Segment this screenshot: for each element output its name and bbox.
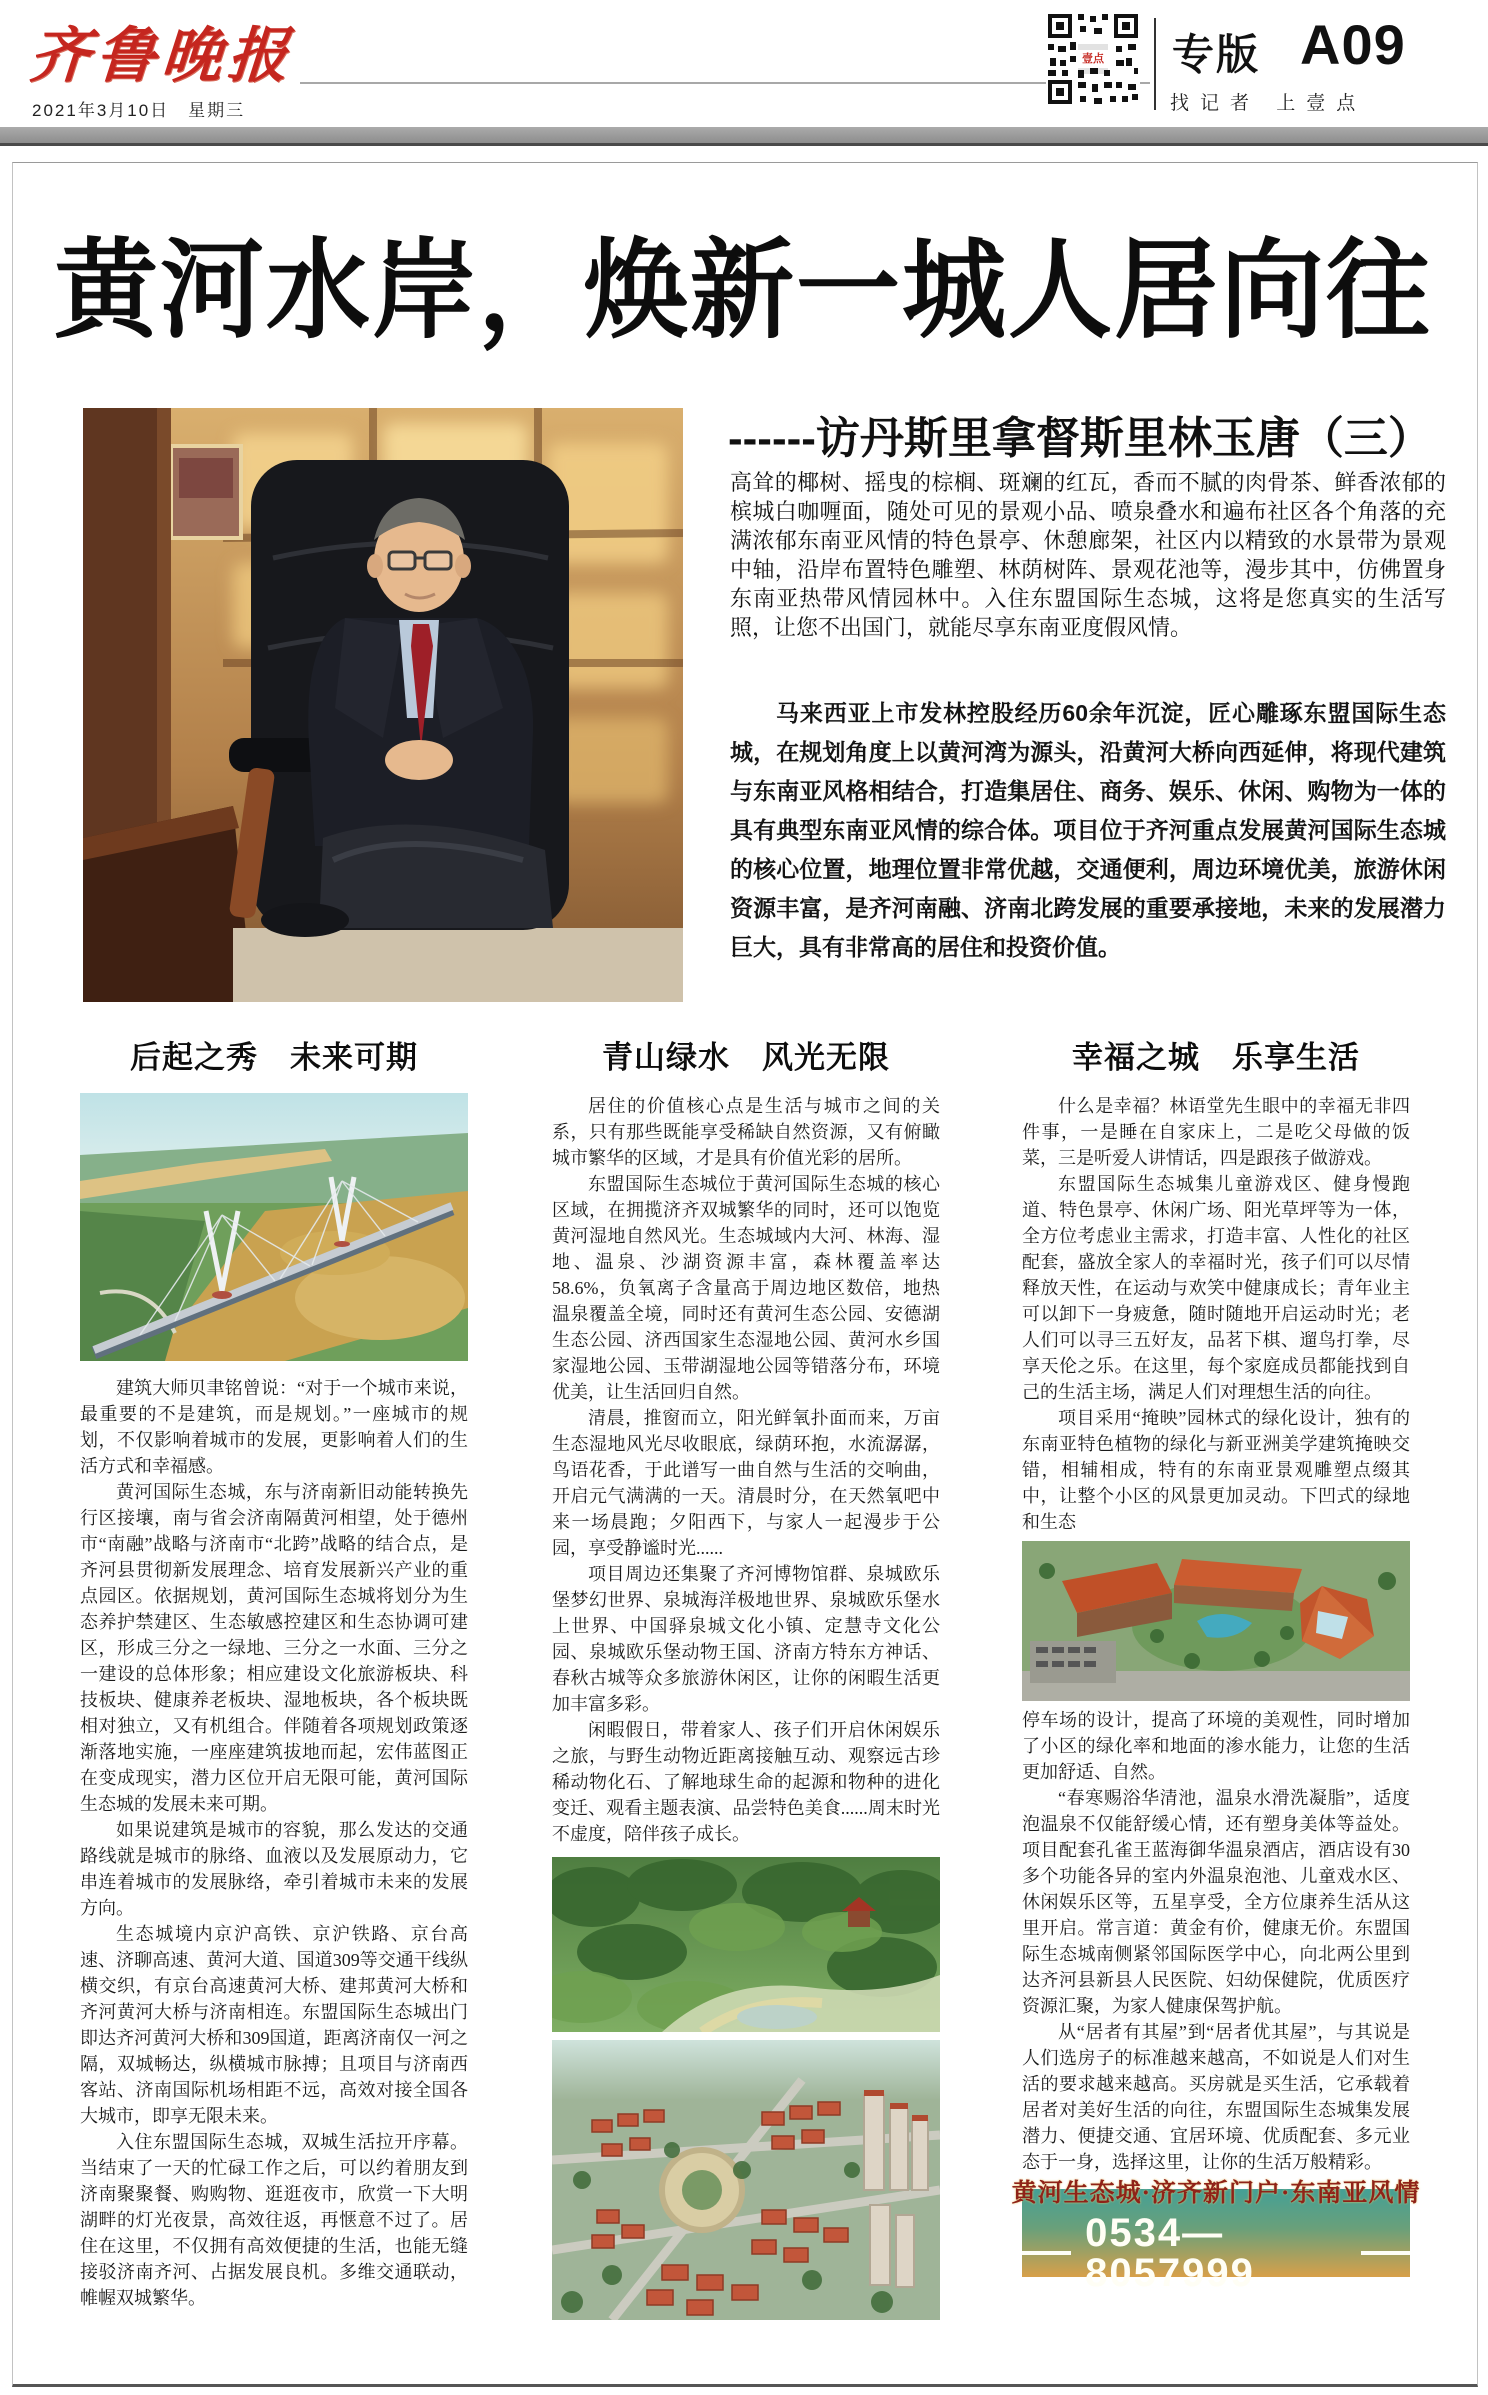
headline: 黄河水岸，焕新一城人居向往: [54, 230, 1433, 352]
park-photo: [552, 1857, 940, 2032]
body-paragraph: 什么是幸福？林语堂先生眼中的幸福无非四件事，一是睡在自家床上，二是吃父母做的饭菜，三是听爱人讲情话，四是跟孩子做游戏。: [1022, 1096, 1410, 1168]
ad-slogan: 黄河生态城·济齐新门户·东南亚风情: [1011, 2180, 1421, 2207]
body-paragraph: 东盟国际生态城位于黄河国际生态城的核心区域，在拥揽济齐双城繁华的同时，还可以饱览黄河湿地自然风光。生态城域内大河、林海、湿地、温泉、沙湖资源丰富，森林覆盖率达58.6%，负氧离子含量高于周边地区数倍，地热温泉覆盖全境，同时还有黄河生态公园、安德湖生态公园、济西国家生态湿地公园、黄河水乡国家湿地公园、玉带湖湿地公园等错落分布，环境优美，让生活回归自然。: [552, 1174, 940, 1402]
ad-phone-row: [1022, 2213, 1410, 2293]
column-future: [80, 1032, 468, 2311]
body-paragraph: 黄河国际生态城，东与济南新旧动能转换先行区接壤，南与省会济南隔黄河相望，处于德州市“南融”战略与济南市“北跨”战略的结合点，是齐河县贯彻新发展理念、培育发展新兴产业的重点园区。依据规划，黄河国际生态城将划分为生态养护禁建区、生态敏感控建区和生态协调可建区，形成三分之一绿地、三分之一水面、三分之一建设的总体形象；相应建设文化旅游板块、科技板块、健康养老板块、湿地板块，各个板块既相对独立，又有机组合。伴随着各项规划政策逐渐落地实施，一座座建筑拔地而起，宏伟蓝图正在变成现实，潜力区位开启无限可能，黄河国际生态城的发展未来可期。: [80, 1482, 468, 1814]
body-paragraph: 闲暇假日，带着家人、孩子们开启休闲娱乐之旅，与野生动物近距离接触互动、观察远古珍稀动物化石、了解地球生命的起源和物种的进化变迁、观看主题表演、品尝特色美食......周末时光不虚度，陪伴孩子成长。: [552, 1720, 940, 1844]
portrait-illustration: [83, 408, 683, 1002]
body-paragraph: 生态城境内京沪高铁、京沪铁路、京台高速、济聊高速、黄河大道、国道309等交通干线纵横交织，有京台高速黄河大桥、建邦黄河大桥和齐河黄河大桥与济南相连。东盟国际生态城出门即达齐河黄河大桥和309国道，距离济南仅一河之隔，双城畅达，纵横城市脉搏；且项目与济南西客站、济南国际机场相距不远，高效对接全国各大城市，即享无限未来。: [80, 1924, 468, 2126]
masthead-divider: [1154, 18, 1156, 110]
column-scenery: [552, 1032, 940, 2320]
newspaper-logo: 齐鲁晚报: [27, 23, 296, 89]
ad-banner: [1011, 2180, 1421, 2295]
body-paragraph: “春寒赐浴华清池，温泉水滑洗凝脂”，适度泡温泉不仅能舒缓心情，还有塑身美体等益处。项目配套孔雀王蓝海御华温泉酒店，酒店设有30多个功能各异的室内外温泉泡池、儿童戏水区、休闲娱乐区等，五星享受，全方位康养生活从这里开启。常言道：黄金有价，健康无价。东盟国际生态城南侧紧邻国际医学中心，向北两公里到达齐河县新县人民医院、妇幼保健院，优质医疗资源汇聚，为家人健康保驾护航。: [1022, 1788, 1410, 2016]
date-line: 2021年3月10日 星期三: [32, 101, 246, 120]
bridge-illustration: [80, 1093, 468, 1361]
aerial-city-photo: [552, 2040, 940, 2320]
body-paragraph: 居住的价值核心点是生活与城市之间的关系，只有那些既能享受稀缺自然资源，又有俯瞰城市繁华的区域，才是具有价值光彩的居所。: [552, 1096, 940, 1168]
column-heading: 后起之秀 未来可期: [130, 1040, 418, 1075]
resort-photo: [1022, 1541, 1410, 1701]
section-label: 专版: [1172, 31, 1261, 78]
aerial-city-illustration: [552, 2040, 940, 2320]
decorative-dash-right: [1361, 2251, 1410, 2255]
body-paragraph: 停车场的设计，提高了环境的美观性，同时增加了小区的绿化率和地面的渗水能力，让您的生活更加舒适、自然。: [1022, 1710, 1410, 1782]
masthead-bar: [0, 127, 1488, 146]
bridge-photo: [80, 1093, 468, 1361]
body-paragraph: 建筑大师贝聿铭曾说：“对于一个城市来说，最重要的不是建筑，而是规划。”一座城市的规划，不仅影响着城市的发展，更影响着人们的生活方式和幸福感。: [80, 1378, 468, 1476]
intro-paragraph-lead: 高耸的椰树、摇曳的棕榈、斑斓的红瓦，香而不腻的肉骨茶、鲜香浓郁的槟城白咖喱面，随处可见的景观小品、喷泉叠水和遍布社区各个角落的充满浓郁东南亚风情的特色景亭、休憩廊架，社区内以精致的水景带为景观中轴，沿岸布置特色雕塑、林荫树阵、景观花池等，漫步其中，仿佛置身东南亚热带风情园林中。入住东盟国际生态城，这将是您真实的生活写照，让您不出国门，就能尽享东南亚度假风情。: [730, 470, 1446, 640]
masthead-slogan: 找记者 上壹点: [1170, 93, 1367, 114]
page-number: A09: [1300, 13, 1406, 76]
column-happiness: [1011, 1032, 1421, 2295]
resort-illustration: [1022, 1541, 1410, 1701]
body-paragraph: 从“居者有其屋”到“居者优其屋”，与其说是人们选房子的标准越来越高，不如说是人们对生活的要求越来越高。买房就是买生活，它承载着居者对美好生活的向往，东盟国际生态城集发展潜力、便捷交通、宜居环境、优质配套、多元业态于一身，选择这里，让你的生活万般精彩。: [1022, 2022, 1410, 2172]
body-paragraph: 如果说建筑是城市的容貌，那么发达的交通路线就是城市的脉络、血液以及发展原动力，它串连着城市的发展脉络，牵引着城市未来的发展方向。: [80, 1820, 468, 1918]
column-heading: 青山绿水 风光无限: [602, 1040, 890, 1075]
masthead-rule: [300, 82, 1150, 84]
body-paragraph: 清晨，推窗而立，阳光鲜氧扑面而来，万亩生态湿地风光尽收眼底，绿荫环抱，水流潺潺，鸟语花香，于此谱写一曲自然与生活的交响曲，开启元气满满的一天。清晨时分，在天然氧吧中来一场晨跑；夕阳西下，与家人一起漫步于公园，享受静谧时光......: [552, 1408, 940, 1558]
body-paragraph: 项目采用“掩映”园林式的绿化设计，独有的东南亚特色植物的绿化与新亚洲美学建筑掩映交错，相辅相成，特有的东南亚景观雕塑点缀其中，让整个小区的风景更加灵动。下凹式的绿地和生态: [1022, 1408, 1410, 1532]
qr-code: [1046, 12, 1140, 106]
subtitle: ------访丹斯里拿督斯里林玉唐（三）: [728, 414, 1432, 463]
body-paragraph: 入住东盟国际生态城，双城生活拉开序幕。当结束了一天的忙碌工作之后，可以约着朋友到济南聚聚餐、购购物、逛逛夜市，欣赏一下大明湖畔的灯光夜景，高效往返，再惬意不过了。居住在这里，不仅拥有高效便捷的生活，也能无缝接驳济南齐河、占据发展良机。多维交通联动，帷幄双城繁华。: [80, 2132, 468, 2308]
park-illustration: [552, 1857, 940, 2032]
portrait-photo: [83, 408, 683, 1002]
ad-phone: 0534—8057999: [1085, 2211, 1255, 2295]
body-paragraph: 项目周边还集聚了齐河博物馆群、泉城欧乐堡梦幻世界、泉城海洋极地世界、泉城欧乐堡水上世界、中国驿泉城文化小镇、定慧寺文化公园、泉城欧乐堡动物王国、济南方特东方神话、春秋古城等众多旅游休闲区，让你的闲暇生活更加丰富多彩。: [552, 1564, 940, 1714]
column-heading: 幸福之城 乐享生活: [1072, 1040, 1360, 1075]
body-paragraph: 东盟国际生态城集儿童游戏区、健身慢跑道、特色景亭、休闲广场、阳光草坪等为一体，全方位考虑业主需求，打造丰富、人性化的社区配套，盛放全家人的幸福时光，孩子们可以尽情释放天性，在运动与欢笑中健康成长；青年业主可以卸下一身疲惫，随时随地开启运动时光；老人们可以寻三五好友，品茗下棋、遛鸟打拳，尽享天伦之乐。在这里，每个家庭成员都能找到自己的生活主场，满足人们对理想生活的向往。: [1022, 1174, 1410, 1402]
intro-paragraph-bold: 马来西亚上市发林控股经历60余年沉淀，匠心雕琢东盟国际生态城，在规划角度上以黄河湾为源头，沿黄河大桥向西延伸，将现代建筑与东南亚风格相结合，打造集居住、商务、娱乐、休闲、购物为一体的具有典型东南亚风情的综合体。项目位于齐河重点发展黄河国际生态城的核心位置，地理位置非常优越，交通便利，周边环境优美，旅游休闲资源丰富，是齐河南融、济南北跨发展的重要承接地，未来的发展潜力巨大，具有非常高的居住和投资价值。: [730, 700, 1446, 960]
qr-center-label: 壹点: [1078, 50, 1108, 68]
decorative-dash-left: [1022, 2251, 1071, 2255]
